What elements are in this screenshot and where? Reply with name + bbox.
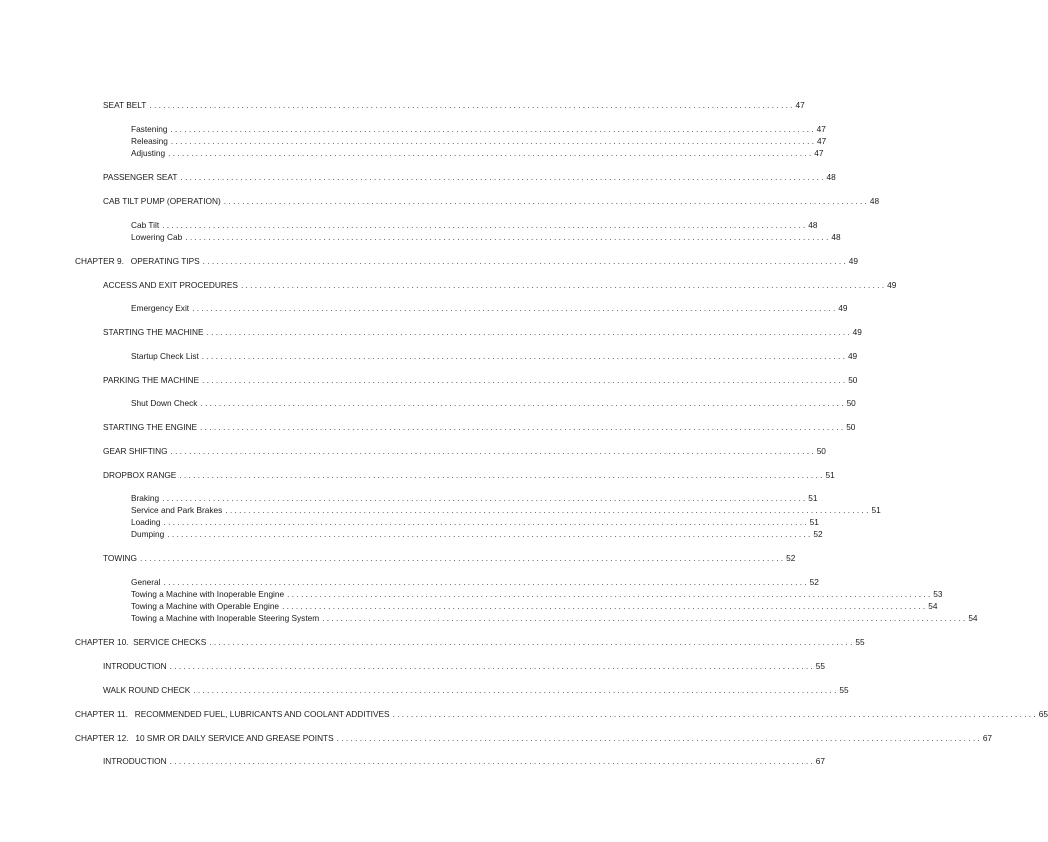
toc-entry-label: Dumping bbox=[131, 529, 165, 539]
toc-subsection-entry bbox=[131, 124, 826, 135]
dot-leader: . . . . . . . . . . . . . . . . . . . . . . . . . . . . . . . . . . . . . . . . . . . . . . . . . . . . . . . . . . . . . . . . . . . . . . . . . . . . . . . . . . . . . . . . . . . . . . . . . . . . . . . . . . . . . . . . . . . . . . . . . . . . . . . . . . . . . . . . . . . . bbox=[322, 613, 966, 623]
toc-chapter-entry bbox=[75, 709, 1048, 720]
toc-page-number: 54 bbox=[968, 613, 978, 623]
toc-section-entry bbox=[103, 756, 825, 767]
dot-leader: . . . . . . . . . . . . . . . . . . . . . . . . . . . . . . . . . . . . . . . . . . . . . . . . . . . . . . . . . . . . . . . . . . . . . . . . . . . . . . . . . . . . . . . . . . . . . . . . . . . . . . . . . . . . . . . . . . . . . . . . . . . . . . . . . . . . . . . . . . . . bbox=[206, 327, 850, 337]
dot-leader: . . . . . . . . . . . . . . . . . . . . . . . . . . . . . . . . . . . . . . . . . . . . . . . . . . . . . . . . . . . . . . . . . . . . . . . . . . . . . . . . . . . . . . . . . . . . . . . . . . . . . . . . . . . . . . . . . . . . . . . . . . . . . . . . . . . . . . . . . . . . bbox=[139, 553, 784, 563]
dot-leader: . . . . . . . . . . . . . . . . . . . . . . . . . . . . . . . . . . . . . . . . . . . . . . . . . . . . . . . . . . . . . . . . . . . . . . . . . . . . . . . . . . . . . . . . . . . . . . . . . . . . . . . . . . . . . . . . . . . . . . . . . . . . . . . . . . . . . . . . . . . . bbox=[282, 601, 926, 611]
toc-entry-label: CHAPTER 11. RECOMMENDED FUEL, LUBRICANTS AND COOLANT ADDITIVES bbox=[75, 709, 390, 719]
toc-page-number: 49 bbox=[848, 256, 859, 266]
toc-entry-label: CHAPTER 10. SERVICE CHECKS bbox=[75, 637, 207, 647]
toc-subsection-entry bbox=[131, 303, 848, 314]
toc-section-entry bbox=[103, 661, 825, 672]
toc-entry-label: Cab Tilt bbox=[131, 220, 160, 230]
dot-leader: . . . . . . . . . . . . . . . . . . . . . . . . . . . . . . . . . . . . . . . . . . . . . . . . . . . . . . . . . . . . . . . . . . . . . . . . . . . . . . . . . . . . . . . . . . . . . . . . . . . . . . . . . . . . . . . . . . . . . . . . . . . . . . . . . . . . . . . . . . . . bbox=[167, 529, 811, 539]
toc-subsection-entry bbox=[131, 529, 823, 540]
dot-leader: . . . . . . . . . . . . . . . . . . . . . . . . . . . . . . . . . . . . . . . . . . . . . . . . . . . . . . . . . . . . . . . . . . . . . . . . . . . . . . . . . . . . . . . . . . . . . . . . . . . . . . . . . . . . . . . . . . . . . . . . . . . . . . . . . . . . . . . . . . . . bbox=[240, 280, 885, 290]
toc-page-number: 49 bbox=[847, 351, 858, 361]
toc-page-number: 67 bbox=[815, 756, 825, 766]
toc-page-number: 47 bbox=[816, 124, 826, 134]
toc-subsection-entry bbox=[131, 136, 827, 147]
toc-entry-label: STARTING THE MACHINE bbox=[103, 327, 204, 337]
toc-section-entry bbox=[103, 196, 880, 207]
toc-page-number: 49 bbox=[852, 327, 862, 337]
toc-page-number: 51 bbox=[871, 505, 881, 515]
toc-entry-label: STARTING THE ENGINE bbox=[103, 422, 198, 432]
toc-page-number: 51 bbox=[825, 470, 835, 480]
dot-leader: . . . . . . . . . . . . . . . . . . . . . . . . . . . . . . . . . . . . . . . . . . . . . . . . . . . . . . . . . . . . . . . . . . . . . . . . . . . . . . . . . . . . . . . . . . . . . . . . . . . . . . . . . . . . . . . . . . . . . . . . . . . . . . . . . . . . . . . . . . . . bbox=[287, 589, 931, 599]
toc-section-entry bbox=[103, 685, 849, 696]
toc-page-number: 48 bbox=[831, 232, 841, 242]
toc-section-entry bbox=[103, 470, 835, 481]
dot-leader: . . . . . . . . . . . . . . . . . . . . . . . . . . . . . . . . . . . . . . . . . . . . . . . . . . . . . . . . . . . . . . . . . . . . . . . . . . . . . . . . . . . . . . . . . . . . . . . . . . . . . . . . . . . . . . . . . . . . . . . . . . . . . . . . . . . . . . . . . . . . bbox=[170, 446, 814, 456]
toc-chapter-entry bbox=[75, 637, 865, 648]
toc-subsection-entry bbox=[131, 517, 819, 528]
toc-entry-label: Loading bbox=[131, 517, 161, 527]
dot-leader: . . . . . . . . . . . . . . . . . . . . . . . . . . . . . . . . . . . . . . . . . . . . . . . . . . . . . . . . . . . . . . . . . . . . . . . . . . . . . . . . . . . . . . . . . . . . . . . . . . . . . . . . . . . . . . . . . . . . . . . . . . . . . . . . . . . . . . . . . . . . bbox=[200, 398, 844, 408]
toc-entry-label: PARKING THE MACHINE bbox=[103, 375, 200, 385]
toc-subsection-entry bbox=[131, 601, 938, 612]
dot-leader: . . . . . . . . . . . . . . . . . . . . . . . . . . . . . . . . . . . . . . . . . . . . . . . . . . . . . . . . . . . . . . . . . . . . . . . . . . . . . . . . . . . . . . . . . . . . . . . . . . . . . . . . . . . . . . . . . . . . . . . . . . . . . . . . . . . . . . . . . . . . bbox=[185, 232, 829, 242]
toc-subsection-entry bbox=[131, 577, 819, 588]
dot-leader: . . . . . . . . . . . . . . . . . . . . . . . . . . . . . . . . . . . . . . . . . . . . . . . . . . . . . . . . . . . . . . . . . . . . . . . . . . . . . . . . . . . . . . . . . . . . . . . . . . . . . . . . . . . . . . . . . . . . . . . . . . . . . . . . . . . . . . . . . . . . bbox=[169, 661, 813, 671]
dot-leader: . . . . . . . . . . . . . . . . . . . . . . . . . . . . . . . . . . . . . . . . . . . . . . . . . . . . . . . . . . . . . . . . . . . . . . . . . . . . . . . . . . . . . . . . . . . . . . . . . . . . . . . . . . . . . . . . . . . . . . . . . . . . . . . . . . . . . . . . . . . . bbox=[336, 733, 980, 743]
toc-page-number: 51 bbox=[808, 493, 818, 503]
toc-page-number: 54 bbox=[928, 601, 938, 611]
toc-section-entry bbox=[103, 375, 858, 386]
toc-page-number: 55 bbox=[855, 637, 865, 647]
toc-entry-label: CHAPTER 12. 10 SMR OR DAILY SERVICE AND GREASE POINTS bbox=[75, 733, 334, 743]
toc-subsection-entry bbox=[131, 398, 856, 409]
dot-leader: . . . . . . . . . . . . . . . . . . . . . . . . . . . . . . . . . . . . . . . . . . . . . . . . . . . . . . . . . . . . . . . . . . . . . . . . . . . . . . . . . . . . . . . . . . . . . . . . . . . . . . . . . . . . . . . . . . . . . . . . . . . . . . . . . . . . . . . . . . . . bbox=[201, 351, 845, 361]
dot-leader: . . . . . . . . . . . . . . . . . . . . . . . . . . . . . . . . . . . . . . . . . . . . . . . . . . . . . . . . . . . . . . . . . . . . . . . . . . . . . . . . . . . . . . . . . . . . . . . . . . . . . . . . . . . . . . . . . . . . . . . . . . . . . . . . . . . . . . . . . . . . bbox=[163, 577, 807, 587]
dot-leader: . . . . . . . . . . . . . . . . . . . . . . . . . . . . . . . . . . . . . . . . . . . . . . . . . . . . . . . . . . . . . . . . . . . . . . . . . . . . . . . . . . . . . . . . . . . . . . . . . . . . . . . . . . . . . . . . . . . . . . . . . . . . . . . . . . . . . . . . . . . . bbox=[209, 637, 853, 647]
toc-entry-label: Towing a Machine with Operable Engine bbox=[131, 601, 280, 611]
toc-entry-label: Adjusting bbox=[131, 148, 166, 158]
toc-subsection-entry bbox=[131, 493, 818, 504]
toc-section-entry bbox=[103, 280, 897, 291]
toc-entry-label: PASSENGER SEAT bbox=[103, 172, 178, 182]
toc-entry-label: Lowering Cab bbox=[131, 232, 183, 242]
toc-section-entry bbox=[103, 100, 805, 111]
toc-page-number: 47 bbox=[817, 136, 827, 146]
dot-leader: . . . . . . . . . . . . . . . . . . . . . . . . . . . . . . . . . . . . . . . . . . . . . . . . . . . . . . . . . . . . . . . . . . . . . . . . . . . . . . . . . . . . . . . . . . . . . . . . . . . . . . . . . . . . . . . . . . . . . . . . . . . . . . . . . . . . . . . . . . . . bbox=[162, 220, 806, 230]
toc-page-number: 52 bbox=[809, 577, 819, 587]
dot-leader: . . . . . . . . . . . . . . . . . . . . . . . . . . . . . . . . . . . . . . . . . . . . . . . . . . . . . . . . . . . . . . . . . . . . . . . . . . . . . . . . . . . . . . . . . . . . . . . . . . . . . . . . . . . . . . . . . . . . . . . . . . . . . . . . . . . . . . . . . . . . bbox=[392, 709, 1036, 719]
dot-leader: . . . . . . . . . . . . . . . . . . . . . . . . . . . . . . . . . . . . . . . . . . . . . . . . . . . . . . . . . . . . . . . . . . . . . . . . . . . . . . . . . . . . . . . . . . . . . . . . . . . . . . . . . . . . . . . . . . . . . . . . . . . . . . . . . . . . . . . . . . . . bbox=[170, 124, 814, 134]
toc-entry-label: Emergency Exit bbox=[131, 303, 190, 313]
toc-entry-label: GEAR SHIFTING bbox=[103, 446, 168, 456]
toc-entry-label: INTRODUCTION bbox=[103, 661, 167, 671]
toc-entry-label: Towing a Machine with Inoperable Steering System bbox=[131, 613, 320, 623]
toc-page-number: 50 bbox=[848, 375, 858, 385]
toc-page-number: 53 bbox=[933, 589, 943, 599]
toc-page-number: 52 bbox=[786, 553, 796, 563]
toc-entry-label: General bbox=[131, 577, 161, 587]
toc-page-number: 50 bbox=[846, 422, 856, 432]
toc-entry-label: ACCESS AND EXIT PROCEDURES bbox=[103, 280, 238, 290]
toc-entry-label: Shut Down Check bbox=[131, 398, 198, 408]
toc-entry-label: Braking bbox=[131, 493, 160, 503]
dot-leader: . . . . . . . . . . . . . . . . . . . . . . . . . . . . . . . . . . . . . . . . . . . . . . . . . . . . . . . . . . . . . . . . . . . . . . . . . . . . . . . . . . . . . . . . . . . . . . . . . . . . . . . . . . . . . . . . . . . . . . . . . . . . . . . . . . . . . . . . . . . . bbox=[223, 196, 867, 206]
toc-subsection-entry bbox=[131, 613, 978, 624]
dot-leader: . . . . . . . . . . . . . . . . . . . . . . . . . . . . . . . . . . . . . . . . . . . . . . . . . . . . . . . . . . . . . . . . . . . . . . . . . . . . . . . . . . . . . . . . . . . . . . . . . . . . . . . . . . . . . . . . . . . . . . . . . . . . . . . . . . . . . . . . . . . . bbox=[179, 470, 823, 480]
toc-entry-label: Service and Park Brakes bbox=[131, 505, 223, 515]
toc-page-number: 47 bbox=[814, 148, 824, 158]
toc-entry-label: Releasing bbox=[131, 136, 168, 146]
toc-subsection-entry bbox=[131, 351, 858, 362]
dot-leader: . . . . . . . . . . . . . . . . . . . . . . . . . . . . . . . . . . . . . . . . . . . . . . . . . . . . . . . . . . . . . . . . . . . . . . . . . . . . . . . . . . . . . . . . . . . . . . . . . . . . . . . . . . . . . . . . . . . . . . . . . . . . . . . . . . . . . . . . . . . . bbox=[225, 505, 869, 515]
dot-leader: . . . . . . . . . . . . . . . . . . . . . . . . . . . . . . . . . . . . . . . . . . . . . . . . . . . . . . . . . . . . . . . . . . . . . . . . . . . . . . . . . . . . . . . . . . . . . . . . . . . . . . . . . . . . . . . . . . . . . . . . . . . . . . . . . . . . . . . . . . . . bbox=[162, 493, 806, 503]
toc-subsection-entry bbox=[131, 220, 818, 231]
dot-leader: . . . . . . . . . . . . . . . . . . . . . . . . . . . . . . . . . . . . . . . . . . . . . . . . . . . . . . . . . . . . . . . . . . . . . . . . . . . . . . . . . . . . . . . . . . . . . . . . . . . . . . . . . . . . . . . . . . . . . . . . . . . . . . . . . . . . . . . . . . . . bbox=[193, 685, 837, 695]
toc-entry-label: CHAPTER 9. OPERATING TIPS bbox=[75, 256, 200, 266]
toc-subsection-entry bbox=[131, 589, 943, 600]
toc-entry-label: DROPBOX RANGE bbox=[103, 470, 177, 480]
toc-entry-label: TOWING bbox=[103, 553, 137, 563]
dot-leader: . . . . . . . . . . . . . . . . . . . . . . . . . . . . . . . . . . . . . . . . . . . . . . . . . . . . . . . . . . . . . . . . . . . . . . . . . . . . . . . . . . . . . . . . . . . . . . . . . . . . . . . . . . . . . . . . . . . . . . . . . . . . . . . . . . . . . . . . . . . . bbox=[168, 148, 812, 158]
toc-page-number: 49 bbox=[887, 280, 897, 290]
toc-page-number: 55 bbox=[815, 661, 825, 671]
dot-leader: . . . . . . . . . . . . . . . . . . . . . . . . . . . . . . . . . . . . . . . . . . . . . . . . . . . . . . . . . . . . . . . . . . . . . . . . . . . . . . . . . . . . . . . . . . . . . . . . . . . . . . . . . . . . . . . . . . . . . . . . . . . . . . . . . . . . . . . . . . . . bbox=[163, 517, 807, 527]
toc-page-number: 51 bbox=[809, 517, 819, 527]
toc-subsection-entry bbox=[131, 232, 841, 243]
dot-leader: . . . . . . . . . . . . . . . . . . . . . . . . . . . . . . . . . . . . . . . . . . . . . . . . . . . . . . . . . . . . . . . . . . . . . . . . . . . . . . . . . . . . . . . . . . . . . . . . . . . . . . . . . . . . . . . . . . . . . . . . . . . . . . . . . . . . . . . . . . . . bbox=[170, 136, 815, 146]
toc-section-entry bbox=[103, 422, 856, 433]
toc-entry-label: WALK ROUND CHECK bbox=[103, 685, 191, 695]
toc-page-number: 50 bbox=[816, 446, 826, 456]
toc-section-entry bbox=[103, 446, 826, 457]
toc-section-entry bbox=[103, 327, 862, 338]
toc-page-number: 48 bbox=[869, 196, 880, 206]
dot-leader: . . . . . . . . . . . . . . . . . . . . . . . . . . . . . . . . . . . . . . . . . . . . . . . . . . . . . . . . . . . . . . . . . . . . . . . . . . . . . . . . . . . . . . . . . . . . . . . . . . . . . . . . . . . . . . . . . . . . . . . . . . . . . . . . . . . . . . . . . . . . bbox=[200, 422, 844, 432]
toc-section-entry bbox=[103, 172, 836, 183]
toc-section-entry bbox=[103, 553, 796, 564]
toc-page-number: 50 bbox=[846, 398, 856, 408]
dot-leader: . . . . . . . . . . . . . . . . . . . . . . . . . . . . . . . . . . . . . . . . . . . . . . . . . . . . . . . . . . . . . . . . . . . . . . . . . . . . . . . . . . . . . . . . . . . . . . . . . . . . . . . . . . . . . . . . . . . . . . . . . . . . . . . . . . . . . . . . . . . . bbox=[180, 172, 824, 182]
toc-page-number: 48 bbox=[808, 220, 818, 230]
toc-chapter-entry bbox=[75, 733, 993, 744]
toc-page-number: 49 bbox=[838, 303, 848, 313]
dot-leader: . . . . . . . . . . . . . . . . . . . . . . . . . . . . . . . . . . . . . . . . . . . . . . . . . . . . . . . . . . . . . . . . . . . . . . . . . . . . . . . . . . . . . . . . . . . . . . . . . . . . . . . . . . . . . . . . . . . . . . . . . . . . . . . . . . . . . . . . . . . . bbox=[149, 100, 793, 110]
toc-page-number: 55 bbox=[839, 685, 849, 695]
toc-page-number: 47 bbox=[795, 100, 805, 110]
toc-page-number: 48 bbox=[826, 172, 836, 182]
dot-leader: . . . . . . . . . . . . . . . . . . . . . . . . . . . . . . . . . . . . . . . . . . . . . . . . . . . . . . . . . . . . . . . . . . . . . . . . . . . . . . . . . . . . . . . . . . . . . . . . . . . . . . . . . . . . . . . . . . . . . . . . . . . . . . . . . . . . . . . . . . . . bbox=[202, 256, 846, 266]
toc-entry-label: SEAT BELT bbox=[103, 100, 147, 110]
toc-page-number: 65 bbox=[1038, 709, 1048, 719]
toc-entry-label: Towing a Machine with Inoperable Engine bbox=[131, 589, 285, 599]
toc-subsection-entry bbox=[131, 505, 881, 516]
toc-entry-label: Fastening bbox=[131, 124, 168, 134]
toc-page-number: 52 bbox=[813, 529, 823, 539]
dot-leader: . . . . . . . . . . . . . . . . . . . . . . . . . . . . . . . . . . . . . . . . . . . . . . . . . . . . . . . . . . . . . . . . . . . . . . . . . . . . . . . . . . . . . . . . . . . . . . . . . . . . . . . . . . . . . . . . . . . . . . . . . . . . . . . . . . . . . . . . . . . . bbox=[192, 303, 836, 313]
dot-leader: . . . . . . . . . . . . . . . . . . . . . . . . . . . . . . . . . . . . . . . . . . . . . . . . . . . . . . . . . . . . . . . . . . . . . . . . . . . . . . . . . . . . . . . . . . . . . . . . . . . . . . . . . . . . . . . . . . . . . . . . . . . . . . . . . . . . . . . . . . . . bbox=[202, 375, 846, 385]
dot-leader: . . . . . . . . . . . . . . . . . . . . . . . . . . . . . . . . . . . . . . . . . . . . . . . . . . . . . . . . . . . . . . . . . . . . . . . . . . . . . . . . . . . . . . . . . . . . . . . . . . . . . . . . . . . . . . . . . . . . . . . . . . . . . . . . . . . . . . . . . . . . bbox=[169, 756, 813, 766]
toc-entry-label: Startup Check List bbox=[131, 351, 199, 361]
toc-subsection-entry bbox=[131, 148, 824, 159]
toc-chapter-entry bbox=[75, 256, 859, 267]
toc-entry-label: CAB TILT PUMP (OPERATION) bbox=[103, 196, 221, 206]
toc-page-number: 67 bbox=[982, 733, 993, 743]
toc-entry-label: INTRODUCTION bbox=[103, 756, 167, 766]
